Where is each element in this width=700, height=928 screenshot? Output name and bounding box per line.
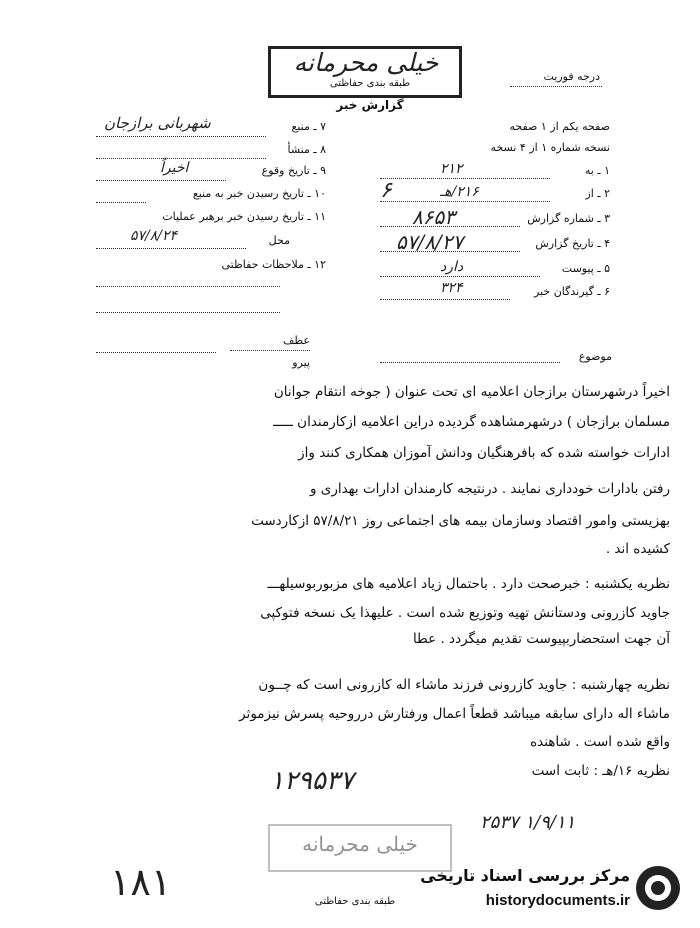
body-line-12: واقع شده است . شاهنده [530, 734, 670, 750]
notes-line-2 [96, 312, 280, 313]
field-to-line [380, 178, 550, 179]
field-from-label: ۲ ـ از [585, 187, 610, 200]
field-occurrence-date-line [96, 180, 226, 181]
urgency-line [510, 86, 602, 87]
watermark-logo-icon [636, 866, 680, 910]
field-source-label: ۷ ـ منبع [291, 120, 326, 133]
field-place-value: ۵۷/۸/۲۴ [130, 228, 178, 244]
field-attachment-value: دارد [440, 259, 464, 275]
field-recipients-value: ۳۲۴ [440, 280, 463, 296]
field-recipients-line [380, 299, 510, 300]
pirov-label: پیرو [292, 356, 310, 369]
field-ops-received-label: ۱۱ ـ تاریخ رسیدن خبر برهبر عملیات [162, 210, 326, 223]
field-attachment-line [380, 276, 540, 277]
bottom-stamp-text: خیلی محرمانه [302, 832, 418, 856]
topic-line-left [96, 352, 216, 353]
body-line-6: کشیده اند . [605, 541, 670, 557]
topic-label: موضوع [578, 350, 612, 363]
field-attachment-label: ۵ ـ پیوست [561, 262, 610, 275]
body-line-2: مسلمان برازجان ) درشهرمشاهده گردیده دراین اعلامیه ازکارمندان ـــــ [273, 414, 670, 430]
footer-classification-label: طبقه بندی حفاظتی [314, 896, 396, 907]
body-line-1: اخیراً درشهرستان برازجان اعلامیه ای تحت عنوان ( جوخه انتقام جوانان [273, 384, 670, 400]
field-source-value: شهربانی برازجان [104, 114, 211, 132]
handwritten-number-2: ۱/۹/۱۱ ۲۵۳۷ [480, 812, 576, 833]
body-line-11: ماشاء اله دارای سابقه میباشد قطعاً اعمال ورفتارش درروحیه پسرش نیزموثر [239, 706, 670, 722]
field-copy-label: نسخه شماره ۱ از ۴ نسخه [490, 141, 610, 154]
notes-line-1 [96, 286, 280, 287]
watermark [420, 864, 680, 918]
field-to-label: ۱ ـ به [584, 164, 610, 177]
atf-label: عطف [283, 334, 310, 347]
urgency-label: درجه فوریت [543, 70, 600, 83]
field-source-line [96, 136, 266, 137]
body-line-9: آن جهت استحضاربپیوست تقدیم میگردد . عطا [412, 631, 670, 647]
field-source-received-line [96, 202, 146, 203]
body-line-5: بهزیستی وامور اقتصاد وسازمان بیمه های اجتماعی روز ۵۷/۸/۲۱ ازکاردست [251, 513, 670, 529]
field-origin-line [96, 158, 266, 159]
field-to-value: ۲۱۲ [440, 161, 463, 177]
field-report-date-label: ۴ ـ تاریخ گزارش [535, 237, 610, 250]
atf-line [230, 350, 310, 351]
field-recipients-label: ۶ ـ گیرندگان خبر [534, 285, 610, 298]
watermark-en: historydocuments.ir [485, 892, 630, 909]
field-origin-label: ۸ ـ منشأ [287, 143, 326, 156]
margin-mark: ۶ [380, 178, 392, 203]
body-line-7: نظریه یکشنبه : خبرصحت دارد . باحتمال زیاد اعلامیه های مزبوربوسیلهـــ [267, 576, 670, 592]
topic-line-right [380, 362, 560, 363]
report-title: گزارش خبر [336, 98, 404, 112]
field-from-value: ۲۱۶/هـ [440, 184, 479, 200]
body-line-13: نظریه ۱۶/هـ : ثابت است [531, 763, 670, 779]
field-occurrence-date-value: اخیراً [160, 160, 189, 176]
classification-label: طبقه بندی حفاظتی [329, 78, 411, 89]
field-source-received-label: ۱۰ ـ تاریخ رسیدن خبر به منبع [192, 187, 326, 200]
field-report-date-value: ۵۷/۸/۲۷ [396, 230, 464, 254]
field-report-number-value: ۸۶۵۳ [412, 205, 455, 229]
field-place-label: محل [268, 234, 290, 247]
field-page-label: صفحه یکم از ۱ صفحه [509, 120, 610, 133]
field-security-notes-label: ۱۲ ـ ملاحظات حفاظتی [221, 258, 326, 271]
handwritten-number-1: ۱۲۹۵۳۷ [270, 766, 354, 796]
page-number: ۱۸۱ [110, 860, 172, 904]
field-report-number-label: ۳ ـ شماره گزارش [527, 212, 610, 225]
body-line-4: رفتن بادارات خودداری نمایند . درنتیجه کارمندان ادارات بهداری و [309, 481, 670, 497]
watermark-fa: مرکز بررسی اسناد تاریخی [420, 866, 630, 885]
body-line-8: جاوید کازرونی ودستانش تهیه وتوزیع شده است . علیهذا یک نسخه فتوکپی [260, 605, 670, 621]
body-line-3: ادارات خواسته شده که بافرهنگیان ودانش آموزان همکاری کنند واز [298, 445, 670, 461]
field-from-line [380, 201, 550, 202]
stamp-handwritten-text: خیلی محرمانه [293, 48, 439, 77]
field-occurrence-date-label: ۹ ـ تاریخ وقوع [261, 164, 326, 177]
field-place-line [96, 248, 246, 249]
body-line-10: نظریه چهارشنبه : جاوید کازرونی فرزند ماشاء اله کازرونی است که چــون [258, 677, 670, 693]
